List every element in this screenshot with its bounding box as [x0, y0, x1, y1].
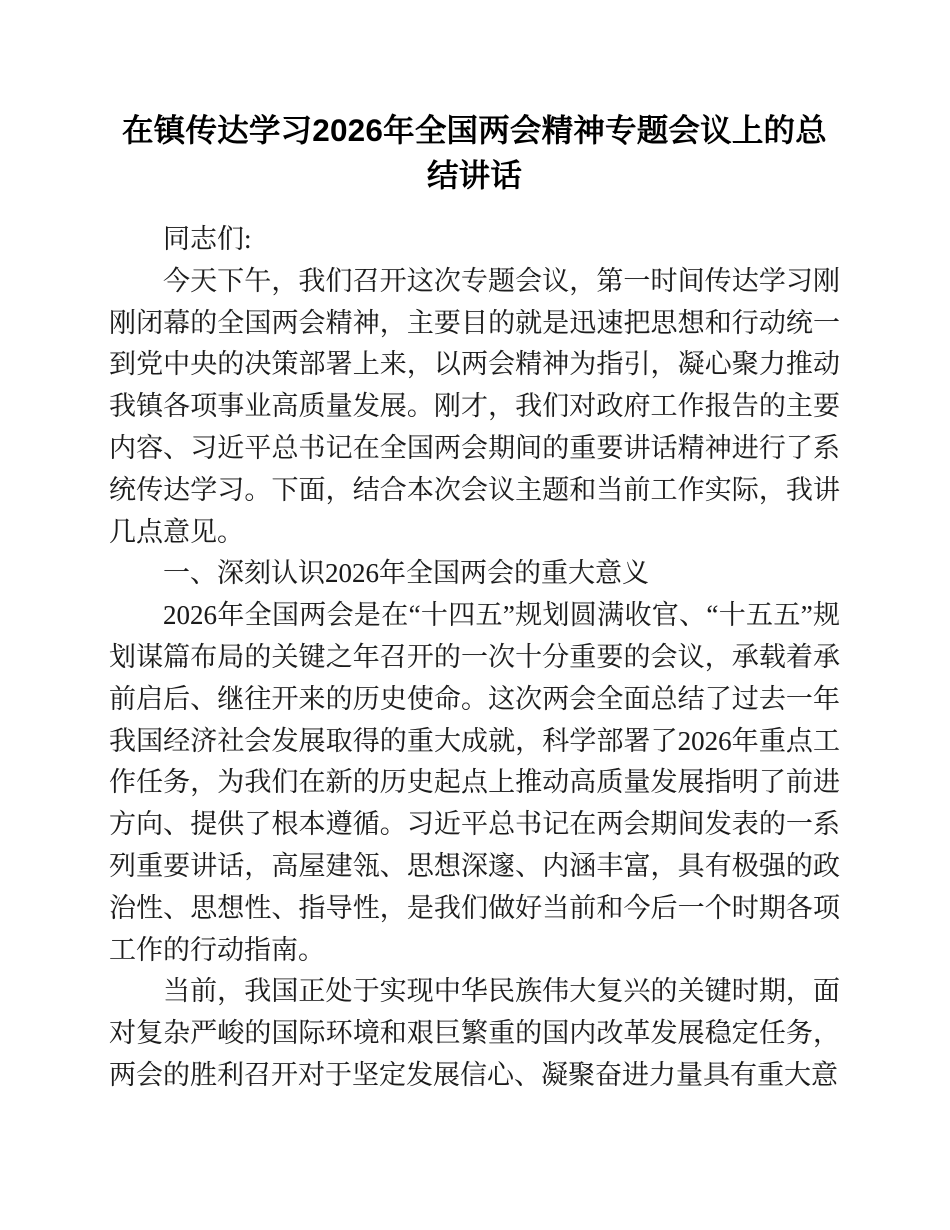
- document-text-content: [109, 219, 840, 1097]
- salutation: 同志们:: [163, 224, 252, 254]
- document-body: [109, 0, 840, 1097]
- section-heading-1: 一、深刻认识2026年全国两会的重大意义: [163, 558, 649, 589]
- paragraph-section1-2: 当前，我国正处于实现中华民族伟大复兴的关键时期，面对复杂严峻的国际环境和艰巨繁重的国内改革发展稳定任务，两会的胜利召开对于坚定发展信心、凝聚奋进力量具有重大意: [109, 976, 840, 1090]
- paragraph-section1-1: 2026年全国两会是在“十四五”规划圆满收官、“十五五”规划谋篇布局的关键之年召开的一次十分重要的会议，承载着承前启后、继往开来的历史使命。这次两会全面总结了过去一年我国经济社会发展取得的重大成就，科学部署了2026年重点工作任务，为我们在新的历史起点上推动高质量发展指明了前进方向、提供了根本遵循。习近平总书记在两会期间发表的一系列重要讲话，高屋建瓴、思想深邃、内涵丰富，具有极强的政治性、思想性、指导性，是我们做好当前和今后一个时期各项工作的行动指南。: [109, 600, 840, 965]
- page-title-line-2: 的总结讲话: [426, 112, 827, 193]
- page-title: [109, 0, 840, 198]
- paragraph-intro: 今天下午，我们召开这次专题会议，第一时间传达学习刚刚闭幕的全国两会精神，主要目的就是迅速把思想和行动统一到党中央的决策部署上来，以两会精神为指引，凝心聚力推动我镇各项事业高质量发展。刚才，我们对政府工作报告的主要内容、习近平总书记在全国两会期间的重要讲话精神进行了系统传达学习。下面，结合本次会议主题和当前工作实际，我讲几点意见。: [109, 265, 840, 547]
- page-title-line-1: 在镇传达学习2026年全国两会精神专题会议上: [122, 112, 764, 148]
